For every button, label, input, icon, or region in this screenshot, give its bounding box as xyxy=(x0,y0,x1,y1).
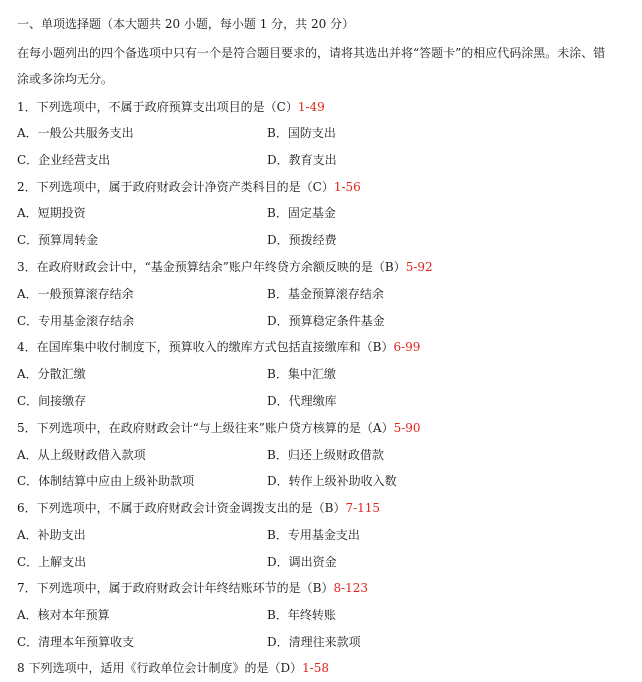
option-d: D．预算稳定条件基金 xyxy=(267,314,385,328)
page-reference: 7-115 xyxy=(345,501,381,515)
question-stem xyxy=(17,339,420,355)
option-a: A．分散汇缴 xyxy=(17,367,86,381)
option-d: D．调出资金 xyxy=(267,555,337,569)
option-b: B．固定基金 xyxy=(267,206,336,220)
question-text: 5．下列选项中，在政府财政会计“与上级往来”账户贷方核算的是（A） xyxy=(17,421,394,435)
instructions-line-1: 在每小题列出的四个备选项中只有一个是符合题目要求的，请将其选出并将“答题卡”的相应代码涂黑。未涂、错 xyxy=(17,46,606,60)
page-reference: 1-49 xyxy=(297,100,325,114)
page-reference: 8-123 xyxy=(333,581,369,595)
page-reference: 1-58 xyxy=(302,661,330,675)
question-text: 3．在政府财政会计中，“基金预算结余”账户年终贷方余额反映的是（B） xyxy=(17,260,406,274)
question-stem xyxy=(17,660,329,676)
option-a: A．从上级财政借入款项 xyxy=(17,448,146,462)
option-c: C．专用基金滚存结余 xyxy=(17,314,135,328)
option-a: A．补助支出 xyxy=(17,528,86,542)
question-stem xyxy=(17,259,433,275)
option-c: C．上解支出 xyxy=(17,555,87,569)
option-a: A．一般公共服务支出 xyxy=(17,126,134,140)
page-reference: 1-56 xyxy=(333,180,361,194)
option-b: B．基金预算滚存结余 xyxy=(267,287,384,301)
option-a: A．一般预算滚存结余 xyxy=(17,287,134,301)
question-stem xyxy=(17,99,325,115)
option-a: A．短期投资 xyxy=(17,206,86,220)
option-b: B．专用基金支出 xyxy=(267,528,360,542)
option-c: C．间接缴存 xyxy=(17,394,87,408)
option-c: C．企业经营支出 xyxy=(17,153,111,167)
question-stem xyxy=(17,179,361,195)
page-reference: 5-90 xyxy=(393,421,421,435)
page-reference: 6-99 xyxy=(393,340,421,354)
question-text: 7．下列选项中，属于政府财政会计年终结账环节的是（B） xyxy=(17,581,334,595)
option-d: D．清理往来款项 xyxy=(267,635,361,649)
option-c: C．清理本年预算收支 xyxy=(17,635,135,649)
page-reference: 5-92 xyxy=(405,260,433,274)
option-b: B．年终转账 xyxy=(267,608,336,622)
question-text: 1．下列选项中，不属于政府预算支出项目的是（C） xyxy=(17,100,298,114)
question-text: 6．下列选项中，不属于政府财政会计资金调拨支出的是（B） xyxy=(17,501,346,515)
option-a: A．核对本年预算 xyxy=(17,608,110,622)
section-heading: 一、单项选择题（本大题共 20 小题，每小题 1 分，共 20 分） xyxy=(17,17,355,31)
question-stem xyxy=(17,580,368,596)
option-b: B．归还上级财政借款 xyxy=(267,448,384,462)
instructions-line-2: 涂或多涂均无分。 xyxy=(17,72,114,86)
option-b: B．国防支出 xyxy=(267,126,336,140)
option-b: B．集中汇缴 xyxy=(267,367,336,381)
question-text: 8 下列选项中，适用《行政单位会计制度》的是（D） xyxy=(17,661,303,675)
option-d: D．代理缴库 xyxy=(267,394,337,408)
question-text: 2．下列选项中，属于政府财政会计净资产类科目的是（C） xyxy=(17,180,334,194)
question-stem xyxy=(17,500,380,516)
question-text: 4．在国库集中收付制度下，预算收入的缴库方式包括直接缴库和（B） xyxy=(17,340,394,354)
option-d: D．预拨经费 xyxy=(267,233,337,247)
option-c: C．体制结算中应由上级补助款项 xyxy=(17,474,195,488)
option-d: D．转作上级补助收入数 xyxy=(267,474,397,488)
question-stem xyxy=(17,420,421,436)
option-c: C．预算周转金 xyxy=(17,233,99,247)
option-d: D．教育支出 xyxy=(267,153,337,167)
